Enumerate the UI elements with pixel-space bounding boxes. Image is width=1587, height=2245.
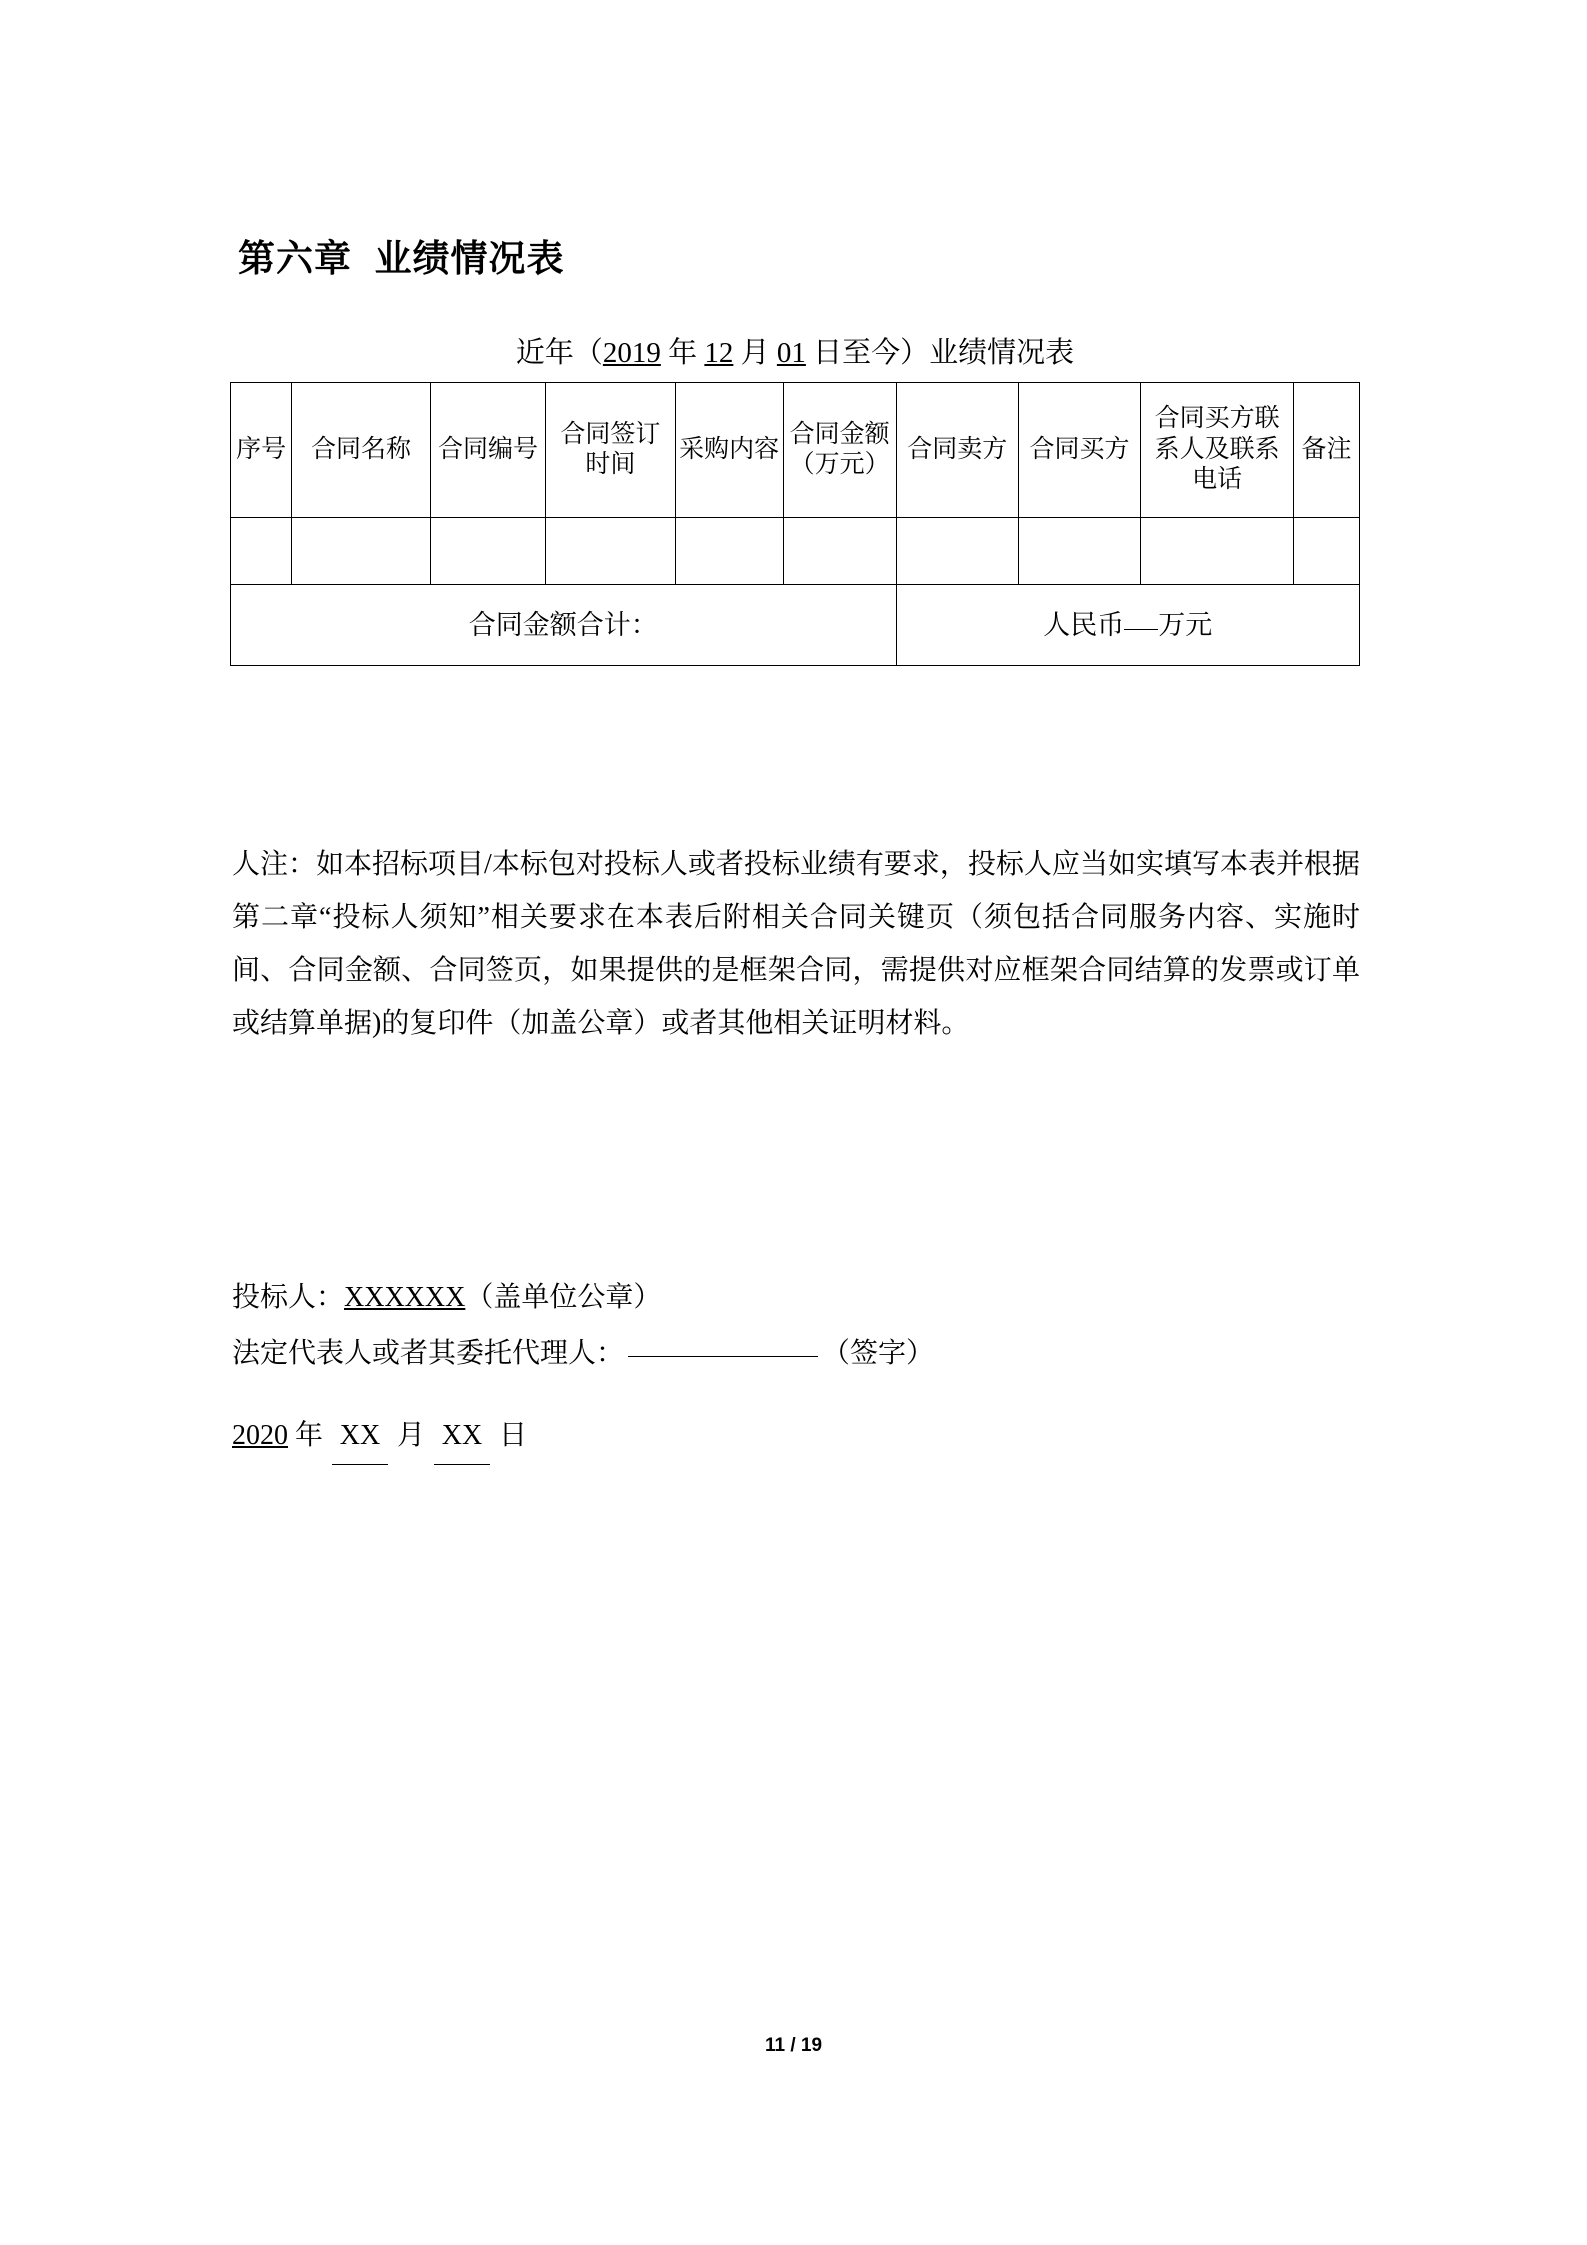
cell-remark[interactable] [1294, 518, 1360, 585]
note-paragraph: 人注：如本招标项目/本标包对投标人或者投标业绩有要求，投标人应当如实填写本表并根据第二章“投标人须知”相关要求在本表后附相关合同关键页（须包括合同服务内容、实施时间、合同金额、合同签页，如果提供的是框架合同，需提供对应框架合同结算的发票或订单或结算单据)的复印件（加盖公章）或者其他相关证明材料。 [232, 849, 1360, 1039]
date-day-unit: 日 [492, 1420, 528, 1451]
total-value-prefix: 人民币 [1043, 609, 1125, 640]
caption-year: 2019 [602, 337, 661, 369]
cell-amount[interactable] [783, 518, 896, 585]
table-header-date: 合同签订时间 [546, 383, 675, 518]
cell-seller[interactable] [896, 518, 1018, 585]
page-title: 第六章 业绩情况表 [238, 238, 565, 279]
date-month[interactable]: XX [332, 1408, 388, 1465]
date-year[interactable]: 2020 [232, 1420, 288, 1451]
representative-line [232, 1326, 1362, 1382]
table-header-remark: 备注 [1294, 383, 1360, 518]
bidder-line [232, 1270, 1362, 1326]
table-header-name: 合同名称 [292, 383, 431, 518]
representative-suffix: （签字） [822, 1338, 935, 1369]
caption-prefix: 近年（ [515, 337, 603, 369]
caption-month: 12 [704, 337, 734, 369]
cell-date[interactable] [546, 518, 675, 585]
table-header-content: 采购内容 [675, 383, 783, 518]
cell-name[interactable] [292, 518, 431, 585]
table-header-row [231, 383, 1360, 518]
table-row [231, 518, 1360, 585]
date-month-unit: 月 [390, 1420, 433, 1451]
representative-signature-blank[interactable] [628, 1355, 818, 1357]
signature-block [232, 1270, 1362, 1465]
date-line [232, 1408, 1362, 1465]
cell-code[interactable] [430, 518, 545, 585]
total-value[interactable] [896, 585, 1359, 666]
representative-label: 法定代表人或者其委托代理人： [232, 1338, 625, 1369]
bidder-suffix: （盖单位公章） [465, 1282, 662, 1313]
caption-year-unit: 年 [660, 337, 705, 369]
total-value-suffix: 万元 [1158, 609, 1213, 640]
cell-content[interactable] [675, 518, 783, 585]
total-label: 合同金额合计： [231, 585, 897, 666]
total-value-blank[interactable] [1124, 628, 1158, 630]
date-day[interactable]: XX [434, 1408, 490, 1465]
caption-day-unit: 日至今 [805, 337, 901, 369]
table-header-seq: 序号 [231, 383, 292, 518]
cell-buyer[interactable] [1018, 518, 1140, 585]
bidder-label: 投标人： [232, 1282, 345, 1313]
table-header-code: 合同编号 [430, 383, 545, 518]
table-total-row [231, 585, 1360, 666]
page-number-footer: 11 / 19 [764, 2035, 823, 2056]
caption-suffix: ）业绩情况表 [900, 337, 1075, 369]
table-caption [230, 330, 1360, 371]
table-header-contact: 合同买方联系人及联系电话 [1141, 383, 1294, 518]
table-header-seller: 合同卖方 [896, 383, 1018, 518]
caption-month-unit: 月 [733, 337, 777, 369]
date-year-unit: 年 [288, 1420, 331, 1451]
cell-seq[interactable] [231, 518, 292, 585]
table-header-buyer: 合同买方 [1018, 383, 1140, 518]
table-header-amount: 合同金额（万元） [783, 383, 896, 518]
caption-day: 01 [776, 337, 806, 369]
cell-contact[interactable] [1141, 518, 1294, 585]
bidder-value[interactable]: XXXXXX [344, 1282, 466, 1313]
performance-table [230, 382, 1360, 666]
